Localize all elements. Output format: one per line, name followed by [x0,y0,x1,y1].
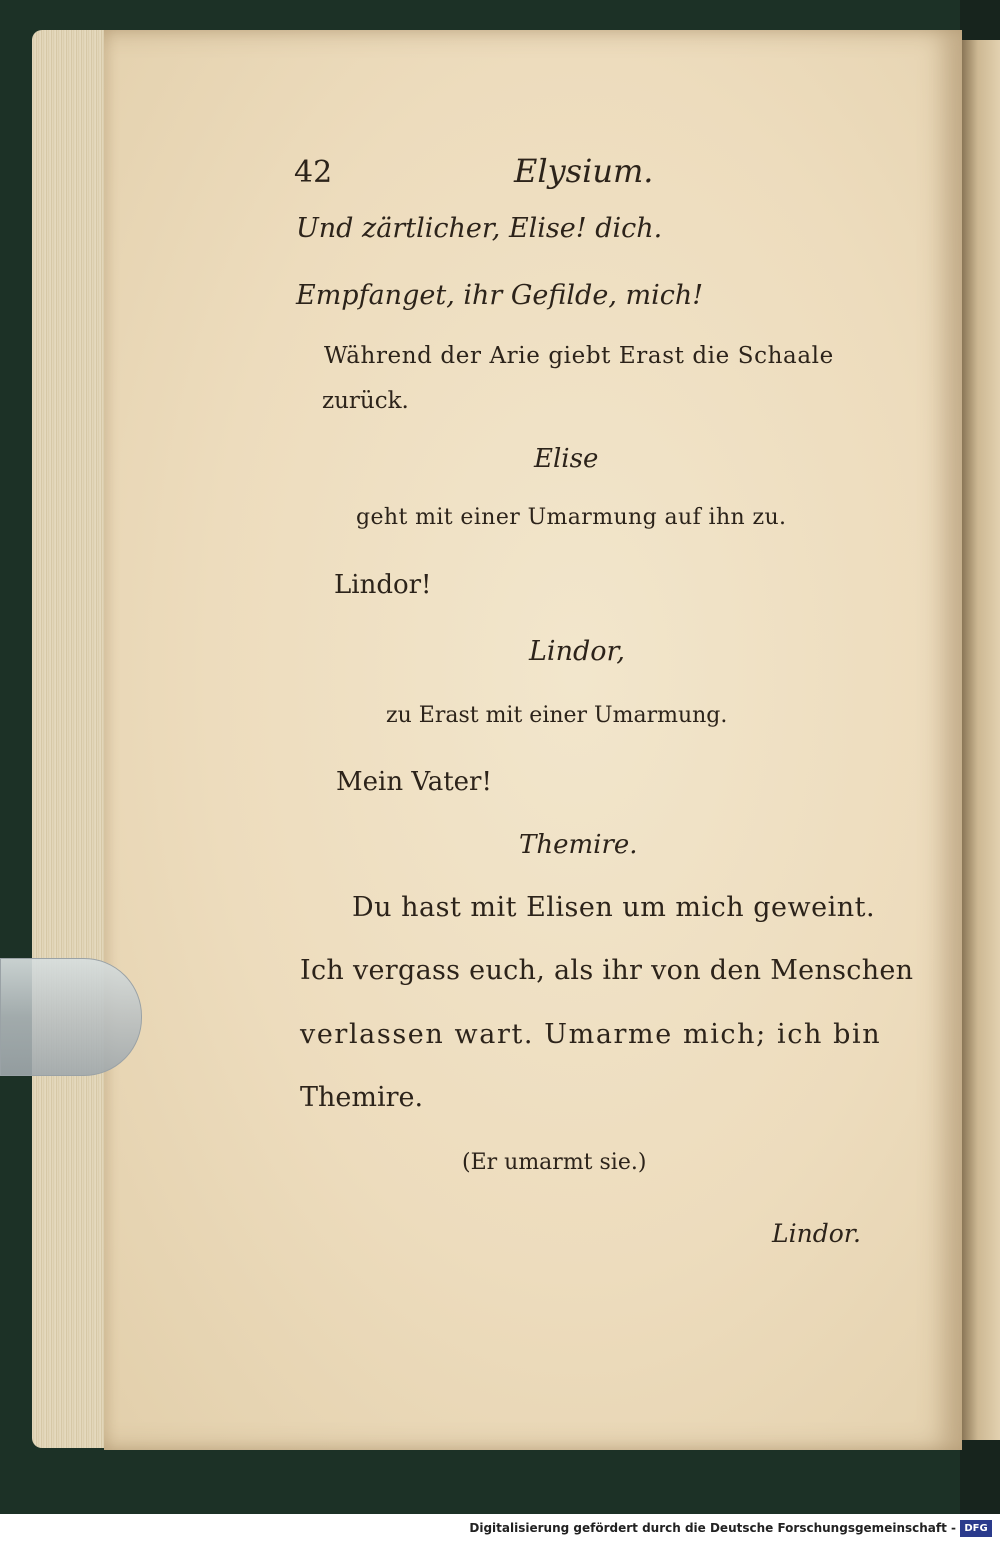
stage-direction-4: (Er umarmt sie.) [462,1150,647,1175]
running-head: Elysium. [514,152,654,190]
line-lindor: Lindor! [334,570,432,600]
prose-line-4: Themire. [300,1082,424,1113]
prose-line-3: verlassen wart. Umarme mich; ich bin [300,1019,882,1050]
line-mein-vater: Mein Vater! [336,767,492,797]
verse-line-2: Empfanget, ihr Gefilde, mich! [296,280,704,311]
speaker-themire: Themire. [519,830,638,860]
dfg-logo: DFG [960,1520,992,1537]
book-page [104,30,962,1450]
prose-line-1: Du hast mit Elisen um mich geweint. [352,892,876,923]
stage-direction-3: zu Erast mit einer Umarmung. [386,703,728,728]
page-clip [0,958,142,1076]
stage-direction-1: Während der Arie giebt Erast die Schaale [324,343,834,369]
speaker-lindor: Lindor, [529,636,626,667]
prose-line-2: Ich vergass euch, als ihr von den Menschen [300,955,914,986]
stage-direction-2: geht mit einer Umarmung auf ihn zu. [356,505,787,530]
digitization-footer [0,1514,1000,1544]
speaker-elise: Elise [534,444,599,474]
catchword: Lindor. [772,1219,861,1248]
footer-credit: Digitalisierung gefördert durch die Deutsche Forschungsgemeinschaft - [469,1521,956,1535]
facing-page-edge [962,40,1000,1440]
stage-direction-1-cont: zurück. [322,388,409,414]
page-number: 42 [294,155,333,190]
verse-line-1: Und zärtlicher, Elise! dich. [296,213,663,244]
